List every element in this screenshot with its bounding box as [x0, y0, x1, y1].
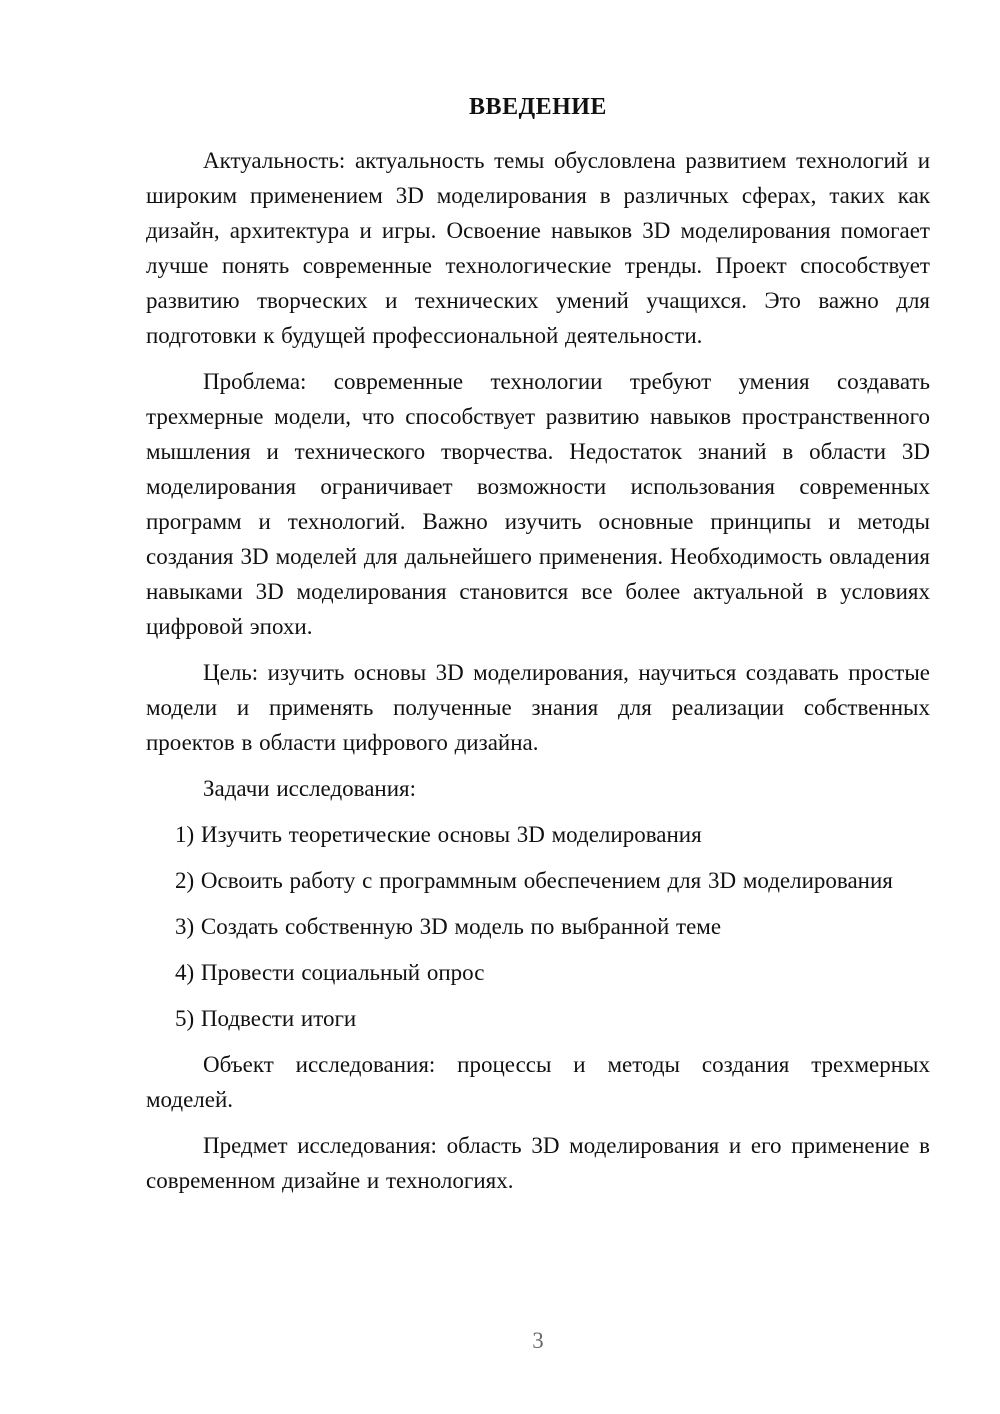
paragraph-subject: Предмет исследования: область 3D моделирования и его применение в современном дизайне и технологиях.: [146, 1133, 930, 1193]
paragraph-object: Объект исследования: процессы и методы создания трехмерных моделей.: [146, 1052, 930, 1112]
task-item-2: 2) Освоить работу с программным обеспечением для 3D моделирования: [175, 868, 893, 893]
task-item-5: 5) Подвести итоги: [175, 1006, 357, 1031]
tasks-heading: Задачи исследования:: [203, 776, 417, 801]
task-item-4: 4) Провести социальный опрос: [175, 960, 485, 985]
paragraph-relevance: Актуальность: актуальность темы обусловлена развитием технологий и широким применением 3D моделирования в различных сферах, таких как дизайн, архитектура и игры. Освоение навыков 3D моделирования помогает лучше понять современные технологические тренды. Проект способствует развитию творческих и технических умений учащихся. Это важно для подготовки к будущей профессиональной деятельности.: [146, 148, 930, 348]
paragraph-problem: Проблема: современные технологии требуют умения создавать трехмерные модели, что способствует развитию навыков пространственного мышления и технического творчества. Недостаток знаний в области 3D моделирования ограничивает возможности использования современных программ и технологий. Важно изучить основные принципы и методы создания 3D моделей для дальнейшего применения. Необходимость овладения навыками 3D моделирования становится все более актуальной в условиях цифровой эпохи.: [146, 369, 930, 639]
task-item-1: 1) Изучить теоретические основы 3D моделирования: [175, 822, 702, 847]
page-number: 3: [532, 1328, 544, 1353]
task-item-3: 3) Создать собственную 3D модель по выбранной теме: [175, 914, 722, 939]
section-title: ВВЕДЕНИЕ: [469, 94, 607, 120]
paragraph-goal: Цель: изучить основы 3D моделирования, научиться создавать простые модели и применять полученные знания для реализации собственных проектов в области цифрового дизайна.: [146, 660, 930, 755]
document-content: [146, 92, 930, 1209]
